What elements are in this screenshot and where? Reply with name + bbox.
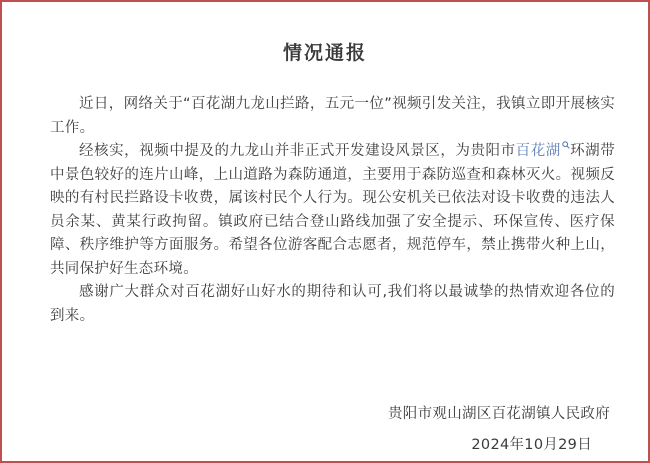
signature-date: 2024年10月29日 xyxy=(471,437,592,453)
paragraph-verification-text-start: 经核实，视频中提及的九龙山并非正式开发建设风景区，为贵阳市 xyxy=(79,143,516,159)
search-icon[interactable] xyxy=(562,141,570,149)
signature-organization: 贵阳市观山湖区百花湖镇人民政府 xyxy=(388,406,610,422)
notice-title: 情况通报 xyxy=(282,42,367,64)
paragraph-thanks: 感谢广大群众对百花湖好山好水的期待和认可,我们将以最诚挚的热情欢迎各位的到来。 xyxy=(50,284,615,324)
paragraph-intro: 近日，网络关于“百花湖九龙山拦路，五元一位”视频引发关注，我镇立即开展核实工作。 xyxy=(50,96,615,136)
paragraph-verification xyxy=(50,140,615,281)
signature-block xyxy=(388,402,610,454)
paragraph-verification-text-end: 环湖带中景色较好的连片山峰，上山道路为森防通道，主要用于森防巡查和森林灭火。视频反映的有村民拦路设卡收费，属该村民个人行为。现公安机关已依法对设卡收费的违法人员余某、黄某行政拘留。镇政府已结合登山路线加强了安全提示、环保宣传、医疗保障、秩序维护等方面服务。希望各位游客配合志愿者，规范停车，禁止携带火种上山，共同保护好生态环境。 xyxy=(50,143,615,277)
notice-body xyxy=(50,93,615,328)
baihua-lake-link-text[interactable]: 百花湖 xyxy=(515,143,561,159)
baihua-lake-search-link[interactable] xyxy=(516,143,570,159)
